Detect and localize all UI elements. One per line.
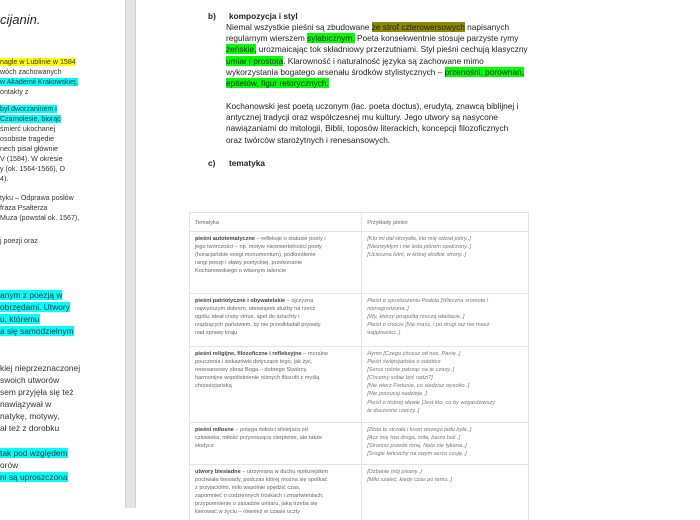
text: Muza (powstał ok. 1567), bbox=[0, 214, 80, 222]
examples-cell bbox=[362, 347, 529, 423]
highlighted-text: sylabicznym. bbox=[307, 33, 355, 44]
left-page-line bbox=[0, 213, 79, 223]
highlighted-text: a się samodzielnym bbox=[0, 326, 74, 336]
examples-cell bbox=[362, 423, 529, 465]
example-title: nienagrodzona..] bbox=[367, 306, 409, 313]
paragraph-line: oraz twórców starożytnych i renesansowych. bbox=[226, 134, 391, 145]
themes-table bbox=[189, 212, 529, 520]
topic-name: pieśni miłosne bbox=[195, 427, 234, 433]
topic-description: rządzących państwem, by nie przedkładali prywaty bbox=[195, 322, 321, 329]
topic-description: nad sprawy kraju bbox=[195, 330, 238, 337]
text: śmierć ukochanej bbox=[0, 125, 56, 133]
left-page-line bbox=[0, 134, 54, 144]
text: wóch zachowanych bbox=[0, 68, 62, 76]
text: Niemal wszystkie pieśni są zbudowane bbox=[226, 22, 372, 32]
text: nawiązywał w bbox=[0, 399, 52, 409]
left-page-line bbox=[0, 193, 74, 203]
left-page bbox=[0, 0, 125, 520]
highlighted-text: tak pod względem bbox=[0, 448, 68, 458]
left-page-line bbox=[0, 104, 57, 114]
left-page-line bbox=[0, 236, 38, 246]
text: ontakty z bbox=[0, 88, 29, 96]
left-page-line bbox=[0, 459, 18, 471]
left-page-line bbox=[0, 422, 59, 434]
text: ał też z dorobku bbox=[0, 423, 60, 433]
text: urozmaicając tok składniowy przerzutniami. Styl pieśni cechują klasyczny bbox=[256, 44, 528, 55]
example-title: [Serce rośnie patrząc na te czasy..] bbox=[367, 367, 455, 374]
text: napisanych bbox=[464, 22, 510, 32]
text: kiej nieprzeznaczonej bbox=[0, 363, 81, 373]
left-page-line bbox=[0, 164, 65, 174]
section-c-title: tematyka bbox=[229, 158, 265, 168]
paragraph-line bbox=[226, 67, 556, 78]
left-page-line bbox=[0, 410, 59, 422]
example-title: Hymn [Czego chcesz od nas, Panie..] bbox=[367, 351, 461, 357]
examples-cell bbox=[362, 232, 529, 294]
page-separator-end bbox=[125, 508, 136, 520]
topic-description: pouczenia i wskazówki dotyczące tego, jak żyć, bbox=[195, 359, 313, 366]
highlighted-text: ni są uproszczona bbox=[0, 472, 68, 482]
example-title: Pieśń o cnocie [Nie masz, i po drugi raz nie masz bbox=[367, 322, 490, 329]
left-page-line bbox=[0, 87, 28, 97]
example-title: [Nie wierz Fortunie, co siedzisz wysoko..] bbox=[367, 383, 470, 390]
text: fraza Psałterza bbox=[0, 204, 48, 212]
column-header-tematyka: Tematyka bbox=[190, 213, 362, 232]
example-title: [Dzbanie mój pisany..] bbox=[367, 469, 422, 475]
text: wykorzystania bogatego arsenału środków stylistycznych – bbox=[226, 66, 445, 77]
example-title: [Wy, którzy pospolitą rzeczą władacie..] bbox=[367, 314, 465, 321]
left-page-line bbox=[0, 67, 62, 77]
example-title: [Srogie łańcuchy na swym sercu czuję..] bbox=[367, 451, 467, 458]
example-title: Pieśń świętojańska o sobótce bbox=[367, 359, 441, 366]
left-page-line bbox=[0, 154, 63, 164]
topic-description: najwyższym dobrem, obowiązek służby na rzecz bbox=[195, 306, 316, 313]
table-header-row bbox=[190, 213, 529, 232]
text: y (ok. 1564-1566), O bbox=[0, 165, 66, 173]
table-body bbox=[190, 232, 529, 520]
text: orów bbox=[0, 460, 19, 470]
topic-description: – utrzymana w duchu epikurejskim bbox=[240, 469, 329, 475]
left-page-line bbox=[0, 374, 59, 386]
topic-cell bbox=[190, 347, 362, 423]
section-b-paragraph-2 bbox=[226, 101, 556, 146]
topic-description: człowieka, miłość przynosząca cierpienie, ale także bbox=[195, 435, 323, 442]
paragraph-line: Kochanowski jest poetą uczonym (łac. poeta doctus), erudytą, znawcą biblijnej i bbox=[226, 101, 519, 111]
topic-description: słodycz bbox=[195, 443, 214, 450]
left-page-line bbox=[0, 174, 8, 184]
left-page-line bbox=[0, 144, 58, 154]
text: . Klarowność i naturalność języka są zachowane mimo bbox=[283, 55, 484, 66]
left-page-line bbox=[0, 124, 55, 134]
left-page-line bbox=[0, 447, 68, 459]
text: swoich utworów bbox=[0, 375, 60, 385]
text: 4). bbox=[0, 175, 9, 183]
example-title: Pieśń o spustoszeniu Podola [Wieczna sromota i bbox=[367, 298, 489, 304]
topic-description: jego twórczości – np. motyw nieśmiertelności poety bbox=[195, 244, 322, 251]
text: sem przyjęła się też bbox=[0, 387, 74, 397]
topic-description: renesansowy obraz Boga – dobrego Stwórcy, bbox=[195, 367, 308, 374]
left-page-line bbox=[0, 114, 61, 124]
left-page-line bbox=[0, 289, 62, 301]
left-page-line bbox=[0, 203, 47, 213]
topic-description: Kochanowskiego o własnym talencie bbox=[195, 268, 287, 275]
text: nech pisał głównie bbox=[0, 145, 58, 153]
topic-name: pieśni patriotyczne i obywatelskie bbox=[195, 298, 286, 304]
left-page-line bbox=[0, 362, 80, 374]
text: natykę, motywy, bbox=[0, 411, 60, 421]
highlighted-text: żeńskie, bbox=[226, 44, 257, 55]
section-b-paragraph-1 bbox=[226, 22, 556, 89]
topic-description: z przyjaciółmi, miło wspólnie spędzić czas, bbox=[195, 485, 301, 492]
left-page-line bbox=[0, 325, 74, 337]
topic-cell bbox=[190, 232, 362, 294]
highlighted-text: obrzędami. Utwory bbox=[0, 302, 70, 312]
topic-description: zapomnieć o codziennych troskach i zmartwieniach, bbox=[195, 493, 324, 500]
topic-description: chrześcijańską bbox=[195, 383, 232, 390]
text: Poeta konsekwentnie stosuje parzyste rymy bbox=[354, 33, 519, 44]
table-row bbox=[190, 423, 529, 465]
paragraph-line bbox=[226, 78, 556, 89]
example-title: te doczesne rzeczy..] bbox=[367, 407, 420, 414]
topic-description: – moralne bbox=[301, 351, 329, 357]
highlighted-text: u, któremu bbox=[0, 314, 40, 324]
left-page-line bbox=[0, 313, 40, 325]
left-page-line bbox=[0, 301, 70, 313]
example-title: [Kto mi dał skrzydła, kto mię odział pióry..] bbox=[367, 236, 471, 242]
left-page-line bbox=[0, 398, 51, 410]
example-title: [Nie porzucaj nadzieje..] bbox=[367, 391, 427, 398]
example-title: [Ucieszna lutni, w której słodkie strony..] bbox=[367, 252, 466, 259]
topic-description: przypomnienie o zasadzie umiaru, jaką trzeba się bbox=[195, 501, 318, 508]
paragraph-line bbox=[226, 22, 556, 33]
topic-description: – potęga miłości silniejsza od bbox=[233, 427, 308, 433]
topic-name: pieśni autotematyczne bbox=[195, 236, 255, 242]
left-page-heading: cijanin. bbox=[0, 12, 41, 27]
paragraph-line: nawiązaniami do mitologii, Biblii, toposów literackich, koncepcji filozoficznych bbox=[226, 123, 509, 134]
page-separator bbox=[125, 0, 136, 508]
example-title: [Niezwykłym i nie leda piórem opatrzony..] bbox=[367, 244, 472, 251]
highlighted-text: był dworzaninem i bbox=[0, 105, 57, 113]
topic-description: pochwała biesiady, podczas której można się spotkać bbox=[195, 477, 328, 484]
section-c-marker: c) bbox=[208, 158, 216, 168]
highlighted-text: anym z poezją w bbox=[0, 290, 63, 300]
example-title: [Acz mię twa droga, miła, barzo boli..] bbox=[367, 435, 461, 442]
topic-description: – refleksje o statusie poety i bbox=[255, 236, 326, 242]
highlighted-text: przenośni, porównań, bbox=[444, 66, 524, 77]
left-page-line bbox=[0, 386, 74, 398]
table-row bbox=[190, 294, 529, 347]
paragraph-line bbox=[226, 44, 556, 55]
left-page-line bbox=[0, 471, 68, 483]
highlighted-text: Czarnolesie, biorąc bbox=[0, 115, 61, 123]
highlighted-text: nagle w Lublinie w 1584 bbox=[0, 58, 76, 66]
paragraph-line bbox=[226, 33, 556, 44]
topic-description: ogółu, ideał cnoty virtus, apel do szlachty i bbox=[195, 314, 300, 321]
text: regularnym wierszem bbox=[226, 33, 308, 44]
topic-description: harmonijne współistnienie różnych filozofii z myślą bbox=[195, 375, 320, 382]
examples-cell bbox=[362, 465, 529, 520]
topic-cell bbox=[190, 423, 362, 465]
section-b-marker: b) bbox=[208, 11, 216, 21]
highlighted-text: w Akademii Krakowskiej, bbox=[0, 78, 78, 86]
example-title: [Złota to strzała i krom wszego jadu była..] bbox=[367, 427, 472, 433]
paragraph-line: antycznej tradycji oraz współczesnej mu kultury. Jego utwory są nasycone bbox=[226, 112, 498, 123]
topic-name: utwory biesiadne bbox=[195, 469, 241, 475]
table-row bbox=[190, 232, 529, 294]
text: V (1584). W okresie bbox=[0, 155, 63, 163]
column-header-przyklady: Przykłady pieśni bbox=[362, 213, 529, 232]
table-row bbox=[190, 465, 529, 520]
topic-cell bbox=[190, 294, 362, 347]
examples-cell bbox=[362, 294, 529, 347]
table-row bbox=[190, 347, 529, 423]
example-title: wątpliwości..] bbox=[367, 330, 401, 337]
example-title: [Stronisz przede mną, Neto nie tykana..] bbox=[367, 443, 467, 450]
topic-description: kierować w życiu – również w czasie uczty bbox=[195, 509, 301, 516]
topic-description: – ojczyzna bbox=[285, 298, 314, 304]
left-page-line bbox=[0, 77, 78, 87]
highlighted-text: umiar i prostota bbox=[226, 55, 284, 66]
text: osobiste tragedie bbox=[0, 135, 55, 143]
topic-cell bbox=[190, 465, 362, 520]
text: tyku – Odprawa posłów bbox=[0, 194, 74, 202]
example-title: [Miło szaleć, kiedy czas po temu..] bbox=[367, 477, 453, 484]
section-b-title: kompozycja i styl bbox=[229, 11, 298, 21]
topic-description: (horacjańskie exegi monumentum), podkreślenie bbox=[195, 252, 316, 259]
topic-name: pieśni religijne, filozoficzne i refleksyjne bbox=[195, 351, 302, 357]
highlighted-text: epitetów, figur retorycznych. bbox=[226, 78, 329, 89]
text: j poezji oraz bbox=[0, 237, 38, 245]
example-title: [Chcemy sobie być radzi?] bbox=[367, 375, 433, 382]
topic-description: rangi poezji i sławy poetyckiej, przekonanie bbox=[195, 260, 302, 267]
example-title: Pieśń o dobrej sławie [Jest kto, co by wzgardziwszy bbox=[367, 399, 495, 406]
paragraph-line bbox=[226, 56, 556, 67]
left-page-line bbox=[0, 57, 76, 67]
highlighted-text: ze strof czterowersowych bbox=[371, 22, 465, 32]
